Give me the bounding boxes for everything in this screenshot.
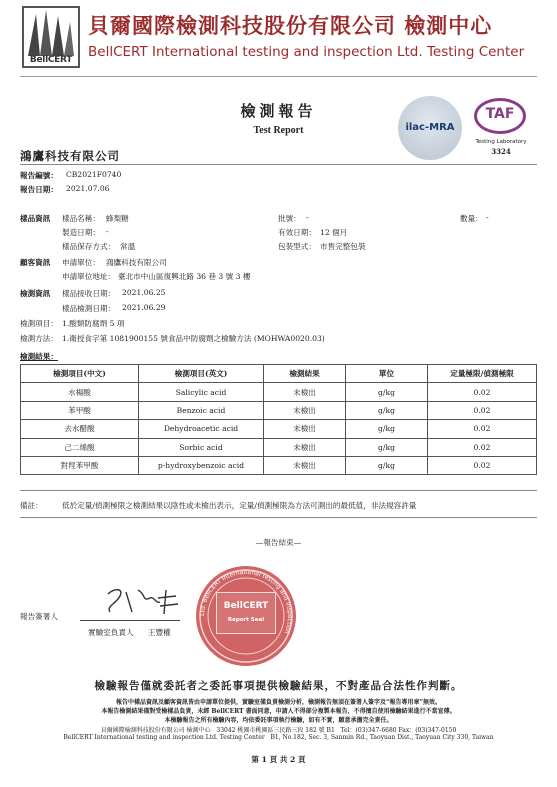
- expiry-label: 有效日期：: [278, 228, 316, 237]
- logo-graphic-icon: [24, 8, 78, 58]
- disclaimer-line-3: 本檢驗報告之所有檢驗內容，均依委託事項執行檢驗，如有不實，願意承擔完全責任。: [164, 717, 393, 724]
- cell-item-en: Benzoic acid: [139, 401, 264, 419]
- testing-section-label: 檢測資訊: [20, 289, 51, 298]
- cell-item-cn: 去水醋酸: [21, 420, 139, 438]
- ilac-text: ilac-MRA: [405, 122, 455, 133]
- results-table: [20, 364, 537, 475]
- cell-result: 未檢出: [264, 456, 346, 474]
- received-date-label: 樣品接收日期：: [62, 289, 116, 298]
- cell-item-en: Sorbic acid: [139, 438, 264, 456]
- footer-address-cn-text: 33042 桃園市桃園區三民路三段 182 號 B1: [216, 727, 335, 734]
- table-row: [21, 456, 537, 474]
- cell-result: 未檢出: [264, 438, 346, 456]
- header-divider: [20, 76, 537, 77]
- sample-name-value: 蜂梨糖: [106, 214, 129, 223]
- page-number: 第 1 頁 共 2 頁: [251, 755, 306, 764]
- company-name-cn: 貝爾國際檢測科技股份有限公司 檢測中心: [88, 13, 493, 38]
- test-method-value: 1.衛授食字第 1081900155 號食品中防腐劑之檢驗方法 (MOHWA0020.03): [62, 334, 325, 343]
- disclaimer-line-1: 報告中樣品資訊及顧客資訊皆由申請單位提供，實驗室僅負責檢測分析，檢測報告無須在簽署人簽字及“報告專用章”無效。: [116, 699, 441, 706]
- remark-text: 低於定量/偵測極限之檢測結果以陰性或未檢出表示，定量/偵測極限為方法可測出的最低值，非法規容許量: [62, 501, 417, 510]
- footer-company-cn: 貝爾國際檢測科技股份有限公司 檢測中心: [100, 727, 211, 734]
- company-name-en: BellCERT International testing and inspection Ltd. Testing Center: [88, 44, 525, 60]
- cell-unit: g/kg: [346, 456, 428, 474]
- sample-section-label: 樣品資訊: [20, 214, 51, 223]
- applicant-label: 申請單位：: [62, 258, 100, 267]
- cell-item-en: Salicylic acid: [139, 383, 264, 401]
- cell-item-cn: 對羥苯甲酸: [21, 456, 139, 474]
- taf-text: TAF: [485, 106, 515, 122]
- cell-limit: 0.02: [428, 438, 537, 456]
- storage-label: 樣品保存方式：: [62, 242, 116, 251]
- tested-date-label: 樣品檢測日期：: [62, 304, 116, 313]
- col-header-item-en: 檢測項目(英文): [139, 365, 264, 383]
- table-row: [21, 401, 537, 419]
- address-label: 申請單位地址：: [62, 272, 116, 281]
- cell-unit: g/kg: [346, 401, 428, 419]
- cell-result: 未檢出: [264, 383, 346, 401]
- cell-item-cn: 苯甲酸: [21, 401, 139, 419]
- customer-section-label: 顧客資訊: [20, 258, 51, 267]
- results-header-row: [21, 365, 537, 383]
- seal-center: [216, 592, 276, 634]
- qty-value: -: [486, 213, 489, 222]
- report-date-label: 報告日期：: [20, 185, 58, 194]
- report-title-cn: 檢測報告: [240, 102, 317, 120]
- remark-top-divider: [20, 490, 537, 491]
- mfg-date-label: 製造日期：: [62, 228, 100, 237]
- cell-item-cn: 己二烯酸: [21, 438, 139, 456]
- taf-lab-label: Testing Laboratory: [475, 139, 527, 145]
- cell-item-en: p-hydroxybenzoic acid: [139, 456, 264, 474]
- ilac-mra-logo: [398, 96, 462, 160]
- package-value: 市售完整包裝: [320, 242, 366, 251]
- seal-brand: BellCERT: [223, 601, 269, 611]
- bellcert-logo: [22, 6, 80, 68]
- report-end-text: —報告結束—: [255, 538, 302, 547]
- footer-address-cn: [0, 725, 557, 734]
- cell-unit: g/kg: [346, 383, 428, 401]
- col-header-result: 檢測結果: [264, 365, 346, 383]
- report-seal-stamp: [196, 566, 296, 666]
- supervisor-label: 實驗室負責人: [88, 628, 134, 637]
- disclaimer-main: 檢驗報告僅就委託者之委託事項提供檢驗結果，不對產品合法性作判斷。: [94, 680, 463, 692]
- cell-limit: 0.02: [428, 401, 537, 419]
- applicant-value: 鴻鷹科技有限公司: [106, 258, 167, 267]
- package-label: 包裝型式：: [278, 242, 316, 251]
- client-divider: [20, 164, 537, 165]
- sample-name-label: 樣品名稱：: [62, 214, 100, 223]
- table-row: [21, 420, 537, 438]
- cell-limit: 0.02: [428, 383, 537, 401]
- remark-bottom-divider: [20, 517, 537, 518]
- test-items-label: 檢測項目：: [20, 319, 58, 328]
- tested-date-value: 2021.06.29: [122, 303, 166, 312]
- col-header-item-cn: 檢測項目(中文): [21, 365, 139, 383]
- received-date-value: 2021.06.25: [122, 288, 166, 297]
- col-header-limit: 定量極限/偵測極限: [428, 365, 537, 383]
- seal-ring-text: Ltd. BellCERT International testing and inspection: [198, 568, 294, 635]
- footer-company-en: BellCERT International testing and inspection Ltd. Testing Center: [63, 734, 265, 741]
- storage-value: 常溫: [120, 242, 136, 251]
- batch-label: 批號：: [278, 214, 301, 223]
- report-no-value: CB2021F0740: [66, 170, 122, 179]
- cell-item-cn: 水楊酸: [21, 383, 139, 401]
- table-row: [21, 438, 537, 456]
- report-date-value: 2021.07.06: [66, 184, 110, 193]
- handwritten-signature: [80, 584, 190, 620]
- table-row: [21, 383, 537, 401]
- expiry-value: 12 個月: [320, 228, 348, 237]
- cell-result: 未檢出: [264, 420, 346, 438]
- client-name: 鴻鷹科技有限公司: [20, 149, 120, 163]
- cell-unit: g/kg: [346, 438, 428, 456]
- mfg-date-value: -: [106, 227, 109, 236]
- cell-unit: g/kg: [346, 420, 428, 438]
- report-no-label: 報告編號：: [20, 171, 58, 180]
- col-header-unit: 單位: [346, 365, 428, 383]
- report-title-en: Test Report: [253, 125, 304, 136]
- cell-result: 未檢出: [264, 401, 346, 419]
- batch-value: -: [306, 213, 309, 222]
- disclaimer-line-2: 本報告檢測結果僅對受檢樣品負責，未經 BellCERT 書面同意，申請人不得部分複製本報告，不得擅自使用檢驗結果進行不當宣傳。: [101, 708, 456, 715]
- footer-address-en: [0, 734, 557, 741]
- cell-limit: 0.02: [428, 420, 537, 438]
- cell-item-en: Dehydroacetic acid: [139, 420, 264, 438]
- results-section-label: 檢測結果：: [20, 352, 58, 361]
- cell-limit: 0.02: [428, 456, 537, 474]
- footer-phone-fax: Tel：(03)347-6680 Fax：(03)347-0150: [340, 727, 457, 734]
- test-items-value: 1.酸類防腐劑 5 項: [62, 319, 125, 328]
- remark-label: 備註：: [20, 501, 43, 510]
- address-value: 臺北市中山區復興北路 36 巷 3 號 3 樓: [118, 272, 251, 281]
- qty-label: 數量：: [460, 214, 483, 223]
- seal-label: Report Seal: [227, 617, 265, 623]
- signature-line: [80, 620, 180, 621]
- test-method-label: 檢測方法：: [20, 334, 58, 343]
- footer-address-en-text: B1, No.182, Sec. 3, Sanmin Rd., Taoyuan Dist., Taoyuan City 330, Taiwan: [270, 734, 494, 741]
- taf-number: 3324: [491, 147, 511, 156]
- supervisor-name: 王豐權: [148, 628, 171, 637]
- taf-logo: [474, 98, 526, 134]
- logo-text: BellCERT: [29, 55, 73, 65]
- signer-label: 報告簽署人: [20, 612, 58, 621]
